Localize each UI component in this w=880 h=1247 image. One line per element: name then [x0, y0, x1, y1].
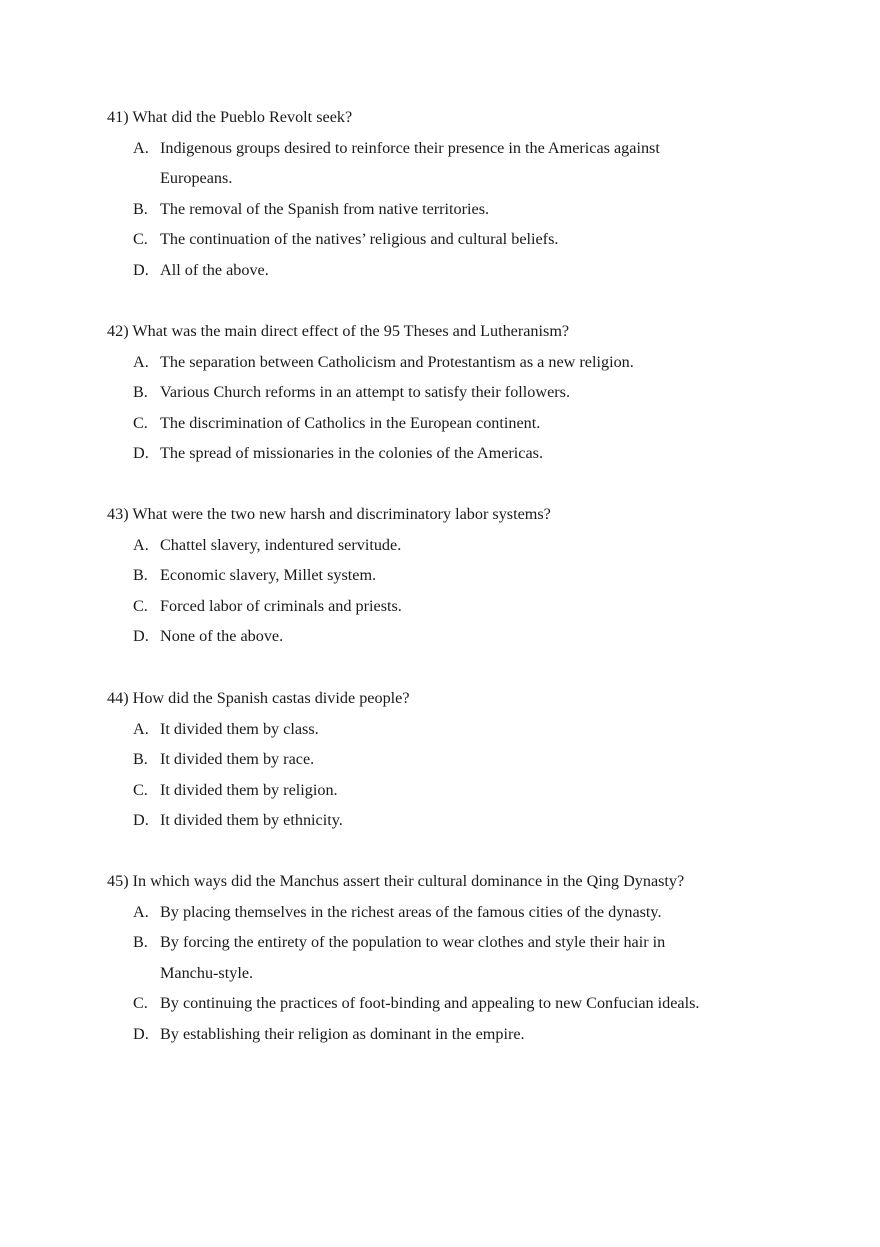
option-letter: D.	[133, 260, 149, 279]
option-letter: C.	[133, 994, 148, 1013]
option-letter: A.	[133, 535, 149, 554]
option-letter: C.	[133, 230, 148, 249]
question-41	[107, 102, 807, 286]
question-number: 42)	[107, 322, 129, 340]
option-a	[107, 347, 760, 378]
question-number: 45)	[107, 872, 129, 890]
option-c	[107, 591, 705, 622]
option-a	[107, 530, 705, 561]
option-letter: B.	[133, 933, 148, 952]
option-letter: B.	[133, 383, 148, 402]
option-list	[107, 347, 807, 469]
option-text: The separation between Catholicism and Protestantism as a new religion.	[160, 352, 634, 371]
option-text: By continuing the practices of foot-binding and appealing to new Confucian ideals.	[160, 994, 700, 1013]
option-text: It divided them by ethnicity.	[160, 811, 343, 830]
option-letter: C.	[133, 596, 148, 615]
option-text: It divided them by race.	[160, 750, 315, 769]
question-44	[107, 683, 807, 836]
option-text: The removal of the Spanish from native territories.	[160, 199, 490, 218]
question-stem	[107, 499, 807, 530]
option-d	[107, 621, 705, 652]
option-text: By establishing their religion as dominant in the empire.	[160, 1024, 525, 1043]
option-letter: C.	[133, 413, 148, 432]
option-text: It divided them by religion.	[160, 780, 338, 799]
option-letter: D.	[133, 627, 149, 646]
option-a	[107, 897, 760, 928]
option-text: All of the above.	[160, 260, 269, 279]
option-c	[107, 988, 800, 1019]
question-text: In which ways did the Manchus assert their cultural dominance in the Qing Dynasty?	[132, 872, 685, 890]
option-b	[107, 560, 705, 591]
question-stem	[107, 866, 807, 897]
option-d	[107, 1019, 760, 1050]
option-text: Various Church reforms in an attempt to satisfy their followers.	[160, 383, 570, 402]
option-a	[107, 133, 705, 194]
option-text: The continuation of the natives’ religious and cultural beliefs.	[160, 230, 559, 249]
option-letter: A.	[133, 719, 149, 738]
option-list	[107, 133, 807, 286]
option-list	[107, 897, 807, 1050]
option-b	[107, 377, 760, 408]
option-letter: A.	[133, 352, 149, 371]
option-letter: B.	[133, 199, 148, 218]
option-text: Chattel slavery, indentured servitude.	[160, 535, 402, 554]
option-list	[107, 714, 807, 836]
question-text: What did the Pueblo Revolt seek?	[132, 108, 353, 126]
question-number: 44)	[107, 689, 129, 707]
option-b	[107, 194, 705, 225]
question-45	[107, 866, 807, 1050]
option-text: The discrimination of Catholics in the European continent.	[160, 413, 541, 432]
option-text: Indigenous groups desired to reinforce their presence in the Americas against Europeans.	[160, 138, 660, 188]
option-text: The spread of missionaries in the colonies of the Americas.	[160, 444, 543, 463]
option-d	[107, 438, 760, 469]
option-letter: D.	[133, 444, 149, 463]
option-letter: A.	[133, 138, 149, 157]
question-stem	[107, 102, 807, 133]
question-text: What was the main direct effect of the 95 Theses and Lutheranism?	[132, 322, 570, 340]
option-letter: D.	[133, 1024, 149, 1043]
option-letter: D.	[133, 811, 149, 830]
question-43	[107, 499, 807, 652]
option-text: Forced labor of criminals and priests.	[160, 596, 402, 615]
option-d	[107, 805, 705, 836]
question-number: 43)	[107, 505, 129, 523]
option-b	[107, 927, 705, 988]
option-d	[107, 255, 705, 286]
option-c	[107, 408, 760, 439]
question-stem	[107, 683, 807, 714]
option-b	[107, 744, 705, 775]
option-text: Economic slavery, Millet system.	[160, 566, 377, 585]
option-text: None of the above.	[160, 627, 284, 646]
question-stem	[107, 316, 807, 347]
question-text: How did the Spanish castas divide people?	[132, 689, 410, 707]
option-letter: B.	[133, 750, 148, 769]
option-letter: A.	[133, 902, 149, 921]
option-list	[107, 530, 807, 652]
question-number: 41)	[107, 108, 129, 126]
option-c	[107, 775, 705, 806]
option-letter: C.	[133, 780, 148, 799]
option-text: By forcing the entirety of the population to wear clothes and style their hair in Manchu-style.	[160, 933, 666, 982]
option-c	[107, 224, 705, 255]
option-letter: B.	[133, 566, 148, 585]
option-text: By placing themselves in the richest areas of the famous cities of the dynasty.	[160, 902, 662, 921]
question-text: What were the two new harsh and discriminatory labor systems?	[132, 505, 551, 523]
option-text: It divided them by class.	[160, 719, 319, 738]
option-a	[107, 714, 705, 745]
question-42	[107, 316, 807, 469]
